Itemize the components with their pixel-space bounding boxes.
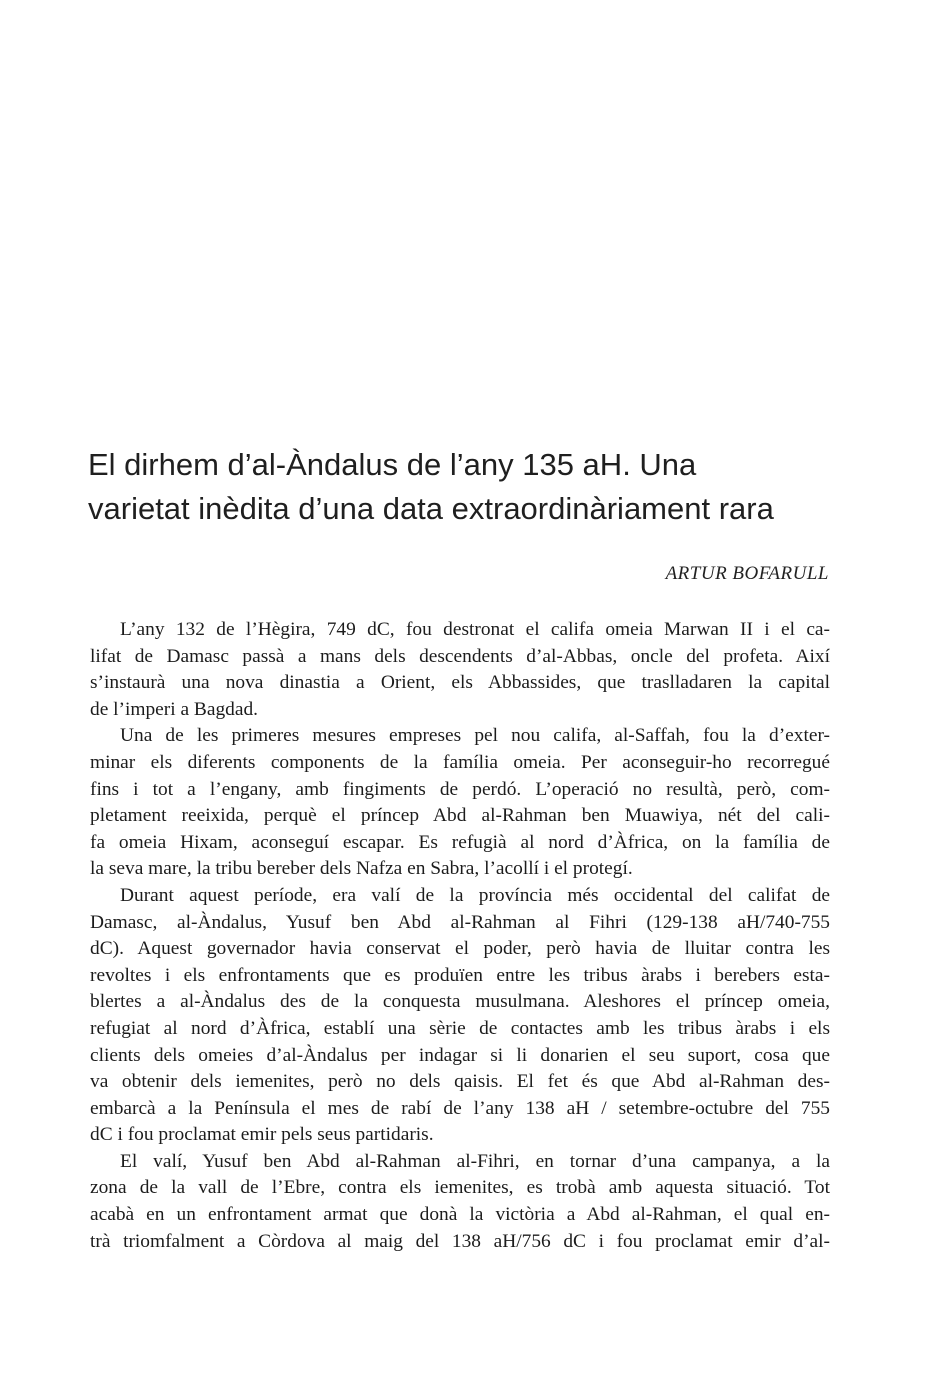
text-line: de l’imperi a Bagdad. [90, 698, 258, 720]
text-line: L’any 132 de l’Hègira, 749 dC, fou destronat el califa omeia Marwan II i el ca- [120, 619, 830, 640]
text-line: la seva mare, la tribu bereber dels Nafza en Sabra, l’acollí i el protegí. [90, 858, 633, 880]
text-line: lifat de Damasc passà a mans dels descendents d’al-Abbas, oncle del profeta. Així [90, 645, 830, 667]
text-line: fins i tot a l’engany, amb fingiments de perdó. L’operació no resultà, però, com- [90, 778, 830, 800]
text-line: Durant aquest període, era valí de la província més occidental del califat de [120, 884, 830, 906]
text-line: embarcà a la Península el mes de rabí de l’any 138 aH / setembre-octubre del 755 [90, 1097, 830, 1119]
text-line: blertes a al-Àndalus des de la conquesta musulmana. Aleshores el príncep omeia, [90, 991, 830, 1013]
text-line: pletament reeixida, perquè el príncep Abd al-Rahman ben Muawiya, nét del cali- [90, 805, 830, 827]
text-line: El valí, Yusuf ben Abd al-Rahman al-Fihri, en tornar d’una campanya, a la [120, 1150, 830, 1172]
text-line: dC). Aquest governador havia conservat el poder, però havia de lluitar contra les [90, 938, 830, 960]
text-line: Damasc, al-Àndalus, Yusuf ben Abd al-Rahman al Fihri (129-138 aH/740-755 [90, 911, 830, 933]
article-body [90, 617, 830, 1255]
text-line: va obtenir dels iemenites, però no dels qaisis. El fet és que Abd al-Rahman des- [90, 1071, 830, 1093]
text-line: zona de la vall de l’Ebre, contra els iemenites, es trobà amb aquesta situació. Tot [90, 1177, 830, 1199]
text-line: clients dels omeies d’al-Àndalus per indagar si li donarien el seu suport, cosa que [90, 1044, 830, 1066]
paragraph [90, 617, 830, 723]
text-line: fa omeia Hixam, aconseguí escapar. Es refugià al nord d’Àfrica, on la família de [90, 831, 830, 853]
text-line: minar els diferents components de la família omeia. Per aconseguir-ho recorregué [90, 751, 830, 773]
title-line: varietat inèdita d’una data extraordinàriament rara [88, 491, 774, 526]
article-title [88, 443, 848, 531]
text-line: acabà en un enfrontament armat que donà la victòria a Abd al-Rahman, el qual en- [90, 1204, 830, 1226]
text-line: trà triomfalment a Còrdova al maig del 138 aH/756 dC i fou proclamat emir d’al- [90, 1230, 830, 1252]
paragraph [90, 723, 830, 883]
text-line: refugiat al nord d’Àfrica, establí una sèrie de contactes amb les tribus àrabs i els [90, 1017, 830, 1039]
text-line: dC i fou proclamat emir pels seus partidaris. [90, 1124, 434, 1146]
author-name: ARTUR BOFARULL [665, 563, 829, 584]
text-line: Una de les primeres mesures empreses pel nou califa, al-Saffah, fou la d’exter- [120, 725, 830, 747]
paragraph [90, 883, 830, 1149]
text-line: s’instaurà una nova dinastia a Orient, els Abbassides, que traslladaren la capital [90, 672, 830, 694]
paragraph [90, 1149, 830, 1255]
text-line: revoltes i els enfrontaments que es produïen entre les tribus àrabs i berebers esta- [90, 964, 830, 986]
title-line: El dirhem d’al-Àndalus de l’any 135 aH. Una [88, 447, 697, 482]
